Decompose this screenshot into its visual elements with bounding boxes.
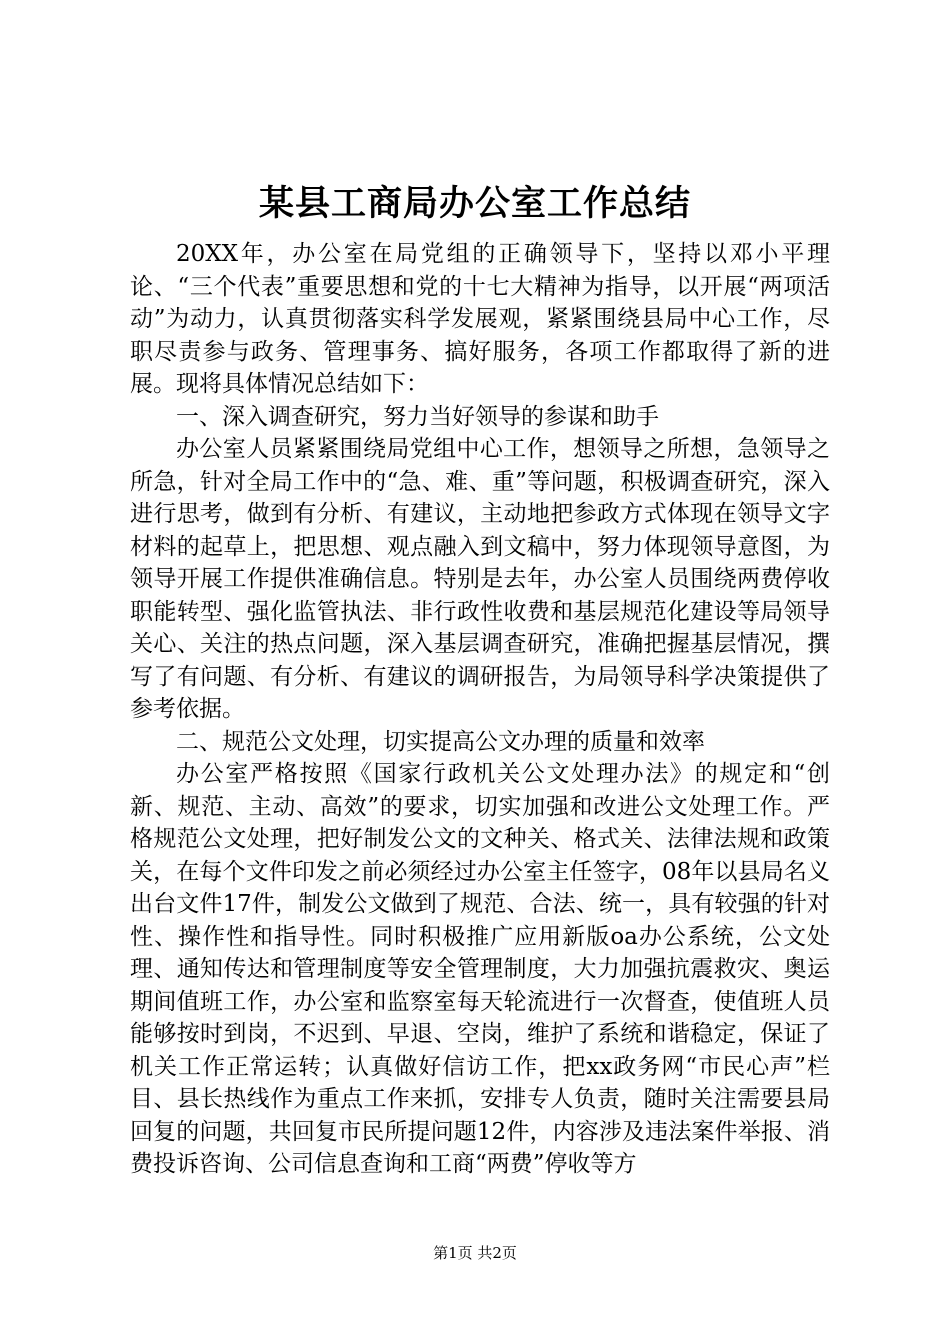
document-title: 某县工商局办公室工作总结	[258, 183, 691, 224]
page-footer: 第1页 共2页	[433, 1244, 517, 1262]
intro-paragraph: 20XX年，办公室在局党组的正确领导下，坚持以邓小平理论、“三个代表”重要思想和党的十七大精神为指导，以开展“两项活动”为动力，认真贯彻落实科学发展观，紧紧围绕县局中心工作，尽职尽责参与政务、管理事务、搞好服务，各项工作都取得了新的进展。现将具体情况总结如下：	[130, 241, 830, 397]
section-2-paragraph: 办公室严格按照《国家行政机关公文处理办法》的规定和“创新、规范、主动、高效”的要求，切实加强和改进公文处理工作。严格规范公文处理，把好制发公文的文种关、格式关、法律法规和政策关，在每个文件印发之前必须经过办公室主任签字，08年以县局名义出台文件17件，制发公文做到了规范、合法、统一，具有较强的针对性、操作性和指导性。同时积极推广应用新版oa办公系统，公文处理、通知传达和管理制度等安全管理制度，大力加强抗震救灾、奥运期间值班工作，办公室和监察室每天轮流进行一次督查，使值班人员能够按时到岗，不迟到、早退、空岗，维护了系统和谐稳定，保证了机关工作正常运转；认真做好信访工作，把xx政务网“市民心声”栏目、县长热线作为重点工作来抓，安排专人负责，随时关注需要县局回复的问题，共回复市民所提问题12件，内容涉及违法案件举报、消费投诉咨询、公司信息查询和工商“两费”停收等方	[130, 761, 830, 1177]
section-heading-1: 一、深入调查研究，努力当好领导的参谋和助手	[176, 403, 659, 430]
document-body	[130, 238, 830, 1181]
section-1-paragraph: 办公室人员紧紧围绕局党组中心工作，想领导之所想，急领导之所急，针对全局工作中的“急、难、重”等问题，积极调查研究，深入进行思考，做到有分析、有建议，主动地把参政方式体现在领导文字材料的起草上，把思想、观点融入到文稿中，努力体现领导意图，为领导开展工作提供准确信息。特别是去年，办公室人员围绕两费停收职能转型、强化监管执法、非行政性收费和基层规范化建设等局领导关心、关注的热点问题，深入基层调查研究，准确把握基层情况，撰写了有问题、有分析、有建议的调研报告，为局领导科学决策提供了参考依据。	[130, 436, 830, 722]
section-heading-2: 二、规范公文处理，切实提高公文办理的质量和效率	[176, 728, 705, 755]
